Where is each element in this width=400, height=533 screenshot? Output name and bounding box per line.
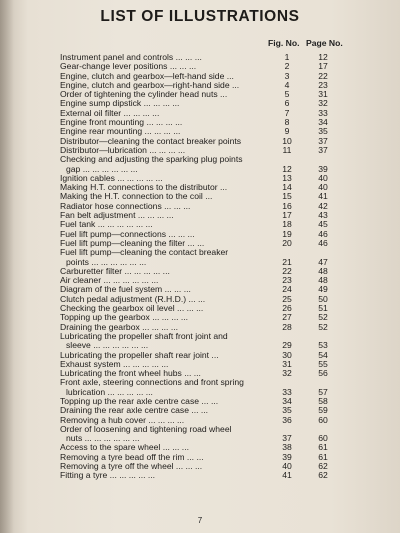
illustration-caption: Removing a tyre off the wheel ... ... ... — [60, 462, 203, 472]
illustration-caption: Fuel tank ... ... ... ... ... ... — [60, 220, 153, 230]
list-item — [0, 323, 400, 332]
list-item — [0, 378, 400, 387]
list-item — [0, 341, 400, 350]
page-reference: 43 — [318, 210, 328, 221]
figure-number: 34 — [282, 395, 292, 406]
figure-number: 24 — [282, 284, 292, 295]
figure-number: 36 — [282, 414, 292, 425]
page-reference: 35 — [318, 126, 328, 137]
figure-number: 31 — [282, 358, 292, 369]
illustration-caption: sleeve ... ... ... ... ... ... — [66, 341, 149, 351]
list-item — [0, 118, 400, 127]
list-item — [0, 462, 400, 471]
page-reference: 49 — [318, 284, 328, 295]
list-item — [0, 99, 400, 108]
page-reference: 61 — [318, 442, 328, 453]
list-item — [0, 230, 400, 239]
illustration-caption: Fuel lift pump—cleaning the filter ... ... — [60, 238, 205, 248]
page-reference: 52 — [318, 321, 328, 332]
list-item — [0, 360, 400, 369]
page-reference: 56 — [318, 368, 328, 379]
figure-number: 8 — [284, 117, 290, 128]
page-reference: 46 — [318, 228, 328, 239]
page-reference: 50 — [318, 293, 328, 304]
illustration-caption: Engine, clutch and gearbox—left-hand side ... — [60, 71, 234, 81]
illustration-caption: Air cleaner ... ... ... ... ... ... — [60, 276, 159, 286]
page-reference: 46 — [318, 237, 328, 248]
figure-number: 4 — [284, 79, 290, 90]
illustration-caption: Topping up the gearbox ... ... ... ... — [60, 313, 189, 323]
page-reference: 55 — [318, 358, 328, 369]
illustration-caption: Instrument panel and controls ... ... ... — [60, 53, 202, 62]
page-reference: 48 — [318, 275, 328, 286]
illustration-caption: Engine sump dipstick ... ... ... ... — [60, 99, 180, 109]
list-item — [0, 192, 400, 201]
page-reference: 37 — [318, 144, 328, 155]
figure-number: 2 — [284, 61, 290, 72]
page-title: LIST OF ILLUSTRATIONS — [100, 8, 300, 25]
list-item — [0, 425, 400, 434]
list-item — [0, 183, 400, 192]
list-item — [0, 276, 400, 285]
figure-number: 14 — [282, 182, 292, 193]
list-item — [0, 239, 400, 248]
illustration-caption: Access to the spare wheel ... ... ... — [60, 443, 189, 453]
illustration-caption: Exhaust system ... ... ... ... ... — [60, 359, 169, 369]
list-item — [0, 72, 400, 81]
list-item — [0, 285, 400, 294]
page-reference: 51 — [318, 303, 328, 314]
list-item — [0, 397, 400, 406]
figure-number: 5 — [284, 89, 290, 100]
figure-number: 29 — [282, 340, 292, 351]
figure-number: 17 — [282, 210, 292, 221]
page-reference: 22 — [318, 70, 328, 81]
fig-no-header: Fig. No. — [268, 38, 300, 48]
illustration-caption: Topping up the rear axle centre case ... ... — [60, 396, 219, 406]
page-reference: 52 — [318, 312, 328, 323]
page-reference: 62 — [318, 461, 328, 472]
illustration-caption: Checking the gearbox oil level ... ... ... — [60, 304, 204, 314]
page-reference: 57 — [318, 386, 328, 397]
list-item — [0, 155, 400, 164]
page-reference: 45 — [318, 219, 328, 230]
list-item — [0, 388, 400, 397]
list-item — [0, 416, 400, 425]
illustration-caption: Lubricating the propeller shaft rear joint ... — [60, 350, 219, 360]
figure-number: 16 — [282, 200, 292, 211]
figure-number: 39 — [282, 451, 292, 462]
figure-number: 23 — [282, 275, 292, 286]
list-item — [0, 258, 400, 267]
page-number: 7 — [197, 516, 203, 525]
list-item — [0, 53, 400, 62]
illustration-caption: Ignition cables ... ... ... ... ... — [60, 173, 163, 183]
illustration-caption: Gear-change lever positions ... ... ... — [60, 62, 197, 72]
page-reference: 40 — [318, 182, 328, 193]
page-reference: 60 — [318, 414, 328, 425]
page-reference: 42 — [318, 200, 328, 211]
figure-number: 37 — [282, 433, 292, 444]
list-item — [0, 295, 400, 304]
figure-number: 20 — [282, 237, 292, 248]
page-reference: 23 — [318, 79, 328, 90]
figure-number: 19 — [282, 228, 292, 239]
list-item — [0, 434, 400, 443]
figure-number: 32 — [282, 368, 292, 379]
list-item — [0, 90, 400, 99]
list-item — [0, 313, 400, 322]
illustration-caption: Making the H.T. connection to the coil ... — [60, 192, 213, 202]
figure-number: 35 — [282, 405, 292, 416]
list-item — [0, 248, 400, 257]
illustrations-list — [0, 53, 400, 481]
list-item — [0, 443, 400, 452]
list-item — [0, 304, 400, 313]
list-item — [0, 406, 400, 415]
list-item — [0, 81, 400, 90]
list-item — [0, 267, 400, 276]
figure-number: 9 — [284, 126, 290, 137]
list-item — [0, 453, 400, 462]
illustration-caption: Clutch pedal adjustment (R.H.D.) ... ... — [60, 294, 206, 304]
page-reference: 59 — [318, 405, 328, 416]
page-reference: 37 — [318, 135, 328, 146]
page-reference: 53 — [318, 340, 328, 351]
page-reference: 33 — [318, 107, 328, 118]
illustration-caption: points ... ... ... ... ... ... — [66, 257, 147, 267]
list-item — [0, 146, 400, 155]
illustration-caption: Checking and adjusting the sparking plug points — [60, 155, 243, 165]
illustration-caption: Engine rear mounting ... ... ... ... — [60, 127, 181, 137]
figure-number: 38 — [282, 442, 292, 453]
illustration-caption: Fitting a tyre ... ... ... ... ... — [60, 471, 156, 481]
illustration-caption: Fuel lift pump—cleaning the contact breaker — [60, 248, 229, 258]
illustration-caption: gap ... ... ... ... ... ... — [66, 164, 138, 174]
figure-number: 41 — [282, 470, 292, 481]
illustration-caption: Distributor—lubrication ... ... ... ... — [60, 145, 186, 155]
illustration-caption: nuts ... ... ... ... ... ... — [66, 434, 140, 444]
illustration-caption: Order of tightening the cylinder head nuts ... — [60, 90, 228, 100]
page-reference: 47 — [318, 256, 328, 267]
page-reference: 41 — [318, 191, 328, 202]
figure-number: 30 — [282, 349, 292, 360]
illustration-caption: Diagram of the fuel system ... ... ... — [60, 285, 191, 295]
list-item — [0, 174, 400, 183]
illustration-caption: lubrication ... ... ... ... ... — [66, 387, 153, 397]
list-item — [0, 211, 400, 220]
page-reference: 58 — [318, 395, 328, 406]
figure-number: 12 — [282, 163, 292, 174]
illustration-caption: Front axle, steering connections and front spring — [60, 378, 244, 388]
page-reference: 12 — [318, 52, 328, 62]
page-reference: 34 — [318, 117, 328, 128]
figure-number: 3 — [284, 70, 290, 81]
list-item — [0, 137, 400, 146]
figure-number: 10 — [282, 135, 292, 146]
page-reference: 32 — [318, 98, 328, 109]
list-item — [0, 220, 400, 229]
illustration-caption: Making H.T. connections to the distributor ... — [60, 183, 228, 193]
list-item — [0, 62, 400, 71]
figure-number: 21 — [282, 256, 292, 267]
figure-number: 18 — [282, 219, 292, 230]
figure-number: 6 — [284, 98, 290, 109]
illustration-caption: Lubricating the front wheel hubs ... ... — [60, 369, 201, 379]
page-reference: 62 — [318, 470, 328, 481]
figure-number: 13 — [282, 172, 292, 183]
page-no-header: Page No. — [306, 38, 343, 48]
illustration-caption: Distributor—cleaning the contact breaker points — [60, 136, 242, 146]
page-reference: 40 — [318, 172, 328, 183]
figure-number: 40 — [282, 461, 292, 472]
figure-number: 11 — [282, 144, 292, 155]
figure-number: 7 — [284, 107, 290, 118]
illustration-caption: Lubricating the propeller shaft front joint and — [60, 331, 228, 341]
list-item — [0, 369, 400, 378]
figure-number: 25 — [282, 293, 292, 304]
page-reference: 31 — [318, 89, 328, 100]
illustration-caption: Radiator hose connections ... ... ... — [60, 201, 191, 211]
illustration-caption: Engine front mounting ... ... ... ... — [60, 118, 183, 128]
illustration-caption: Carburetter filter ... ... ... ... ... — [60, 266, 170, 276]
page-reference: 60 — [318, 433, 328, 444]
illustration-caption: Fan belt adjustment ... ... ... ... — [60, 211, 174, 221]
page-reference: 17 — [318, 61, 328, 72]
illustration-caption: Draining the rear axle centre case ... ... — [60, 406, 209, 416]
list-item — [0, 202, 400, 211]
figure-number: 1 — [284, 52, 290, 62]
page-reference: 39 — [318, 163, 328, 174]
illustration-caption: Removing a tyre bead off the rim ... ... — [60, 452, 204, 462]
list-item — [0, 351, 400, 360]
figure-number: 15 — [282, 191, 292, 202]
illustration-caption: Fuel lift pump—connections ... ... ... — [60, 229, 195, 239]
figure-number: 28 — [282, 321, 292, 332]
illustration-caption: Engine, clutch and gearbox—right-hand side ... — [60, 80, 240, 90]
figure-number: 27 — [282, 312, 292, 323]
figure-number: 22 — [282, 265, 292, 276]
illustration-caption: Removing a hub cover ... ... ... ... — [60, 415, 185, 425]
illustration-caption: Order of loosening and tightening road wheel — [60, 424, 232, 434]
page-reference: 54 — [318, 349, 328, 360]
figure-number: 26 — [282, 303, 292, 314]
illustration-caption: External oil filter ... ... ... ... — [60, 108, 160, 118]
list-item — [0, 165, 400, 174]
list-item — [0, 471, 400, 480]
list-item — [0, 332, 400, 341]
list-item — [0, 109, 400, 118]
illustration-caption: Draining the gearbox ... ... ... ... — [60, 322, 178, 332]
page-reference: 48 — [318, 265, 328, 276]
list-item — [0, 127, 400, 136]
page-reference: 61 — [318, 451, 328, 462]
figure-number: 33 — [282, 386, 292, 397]
